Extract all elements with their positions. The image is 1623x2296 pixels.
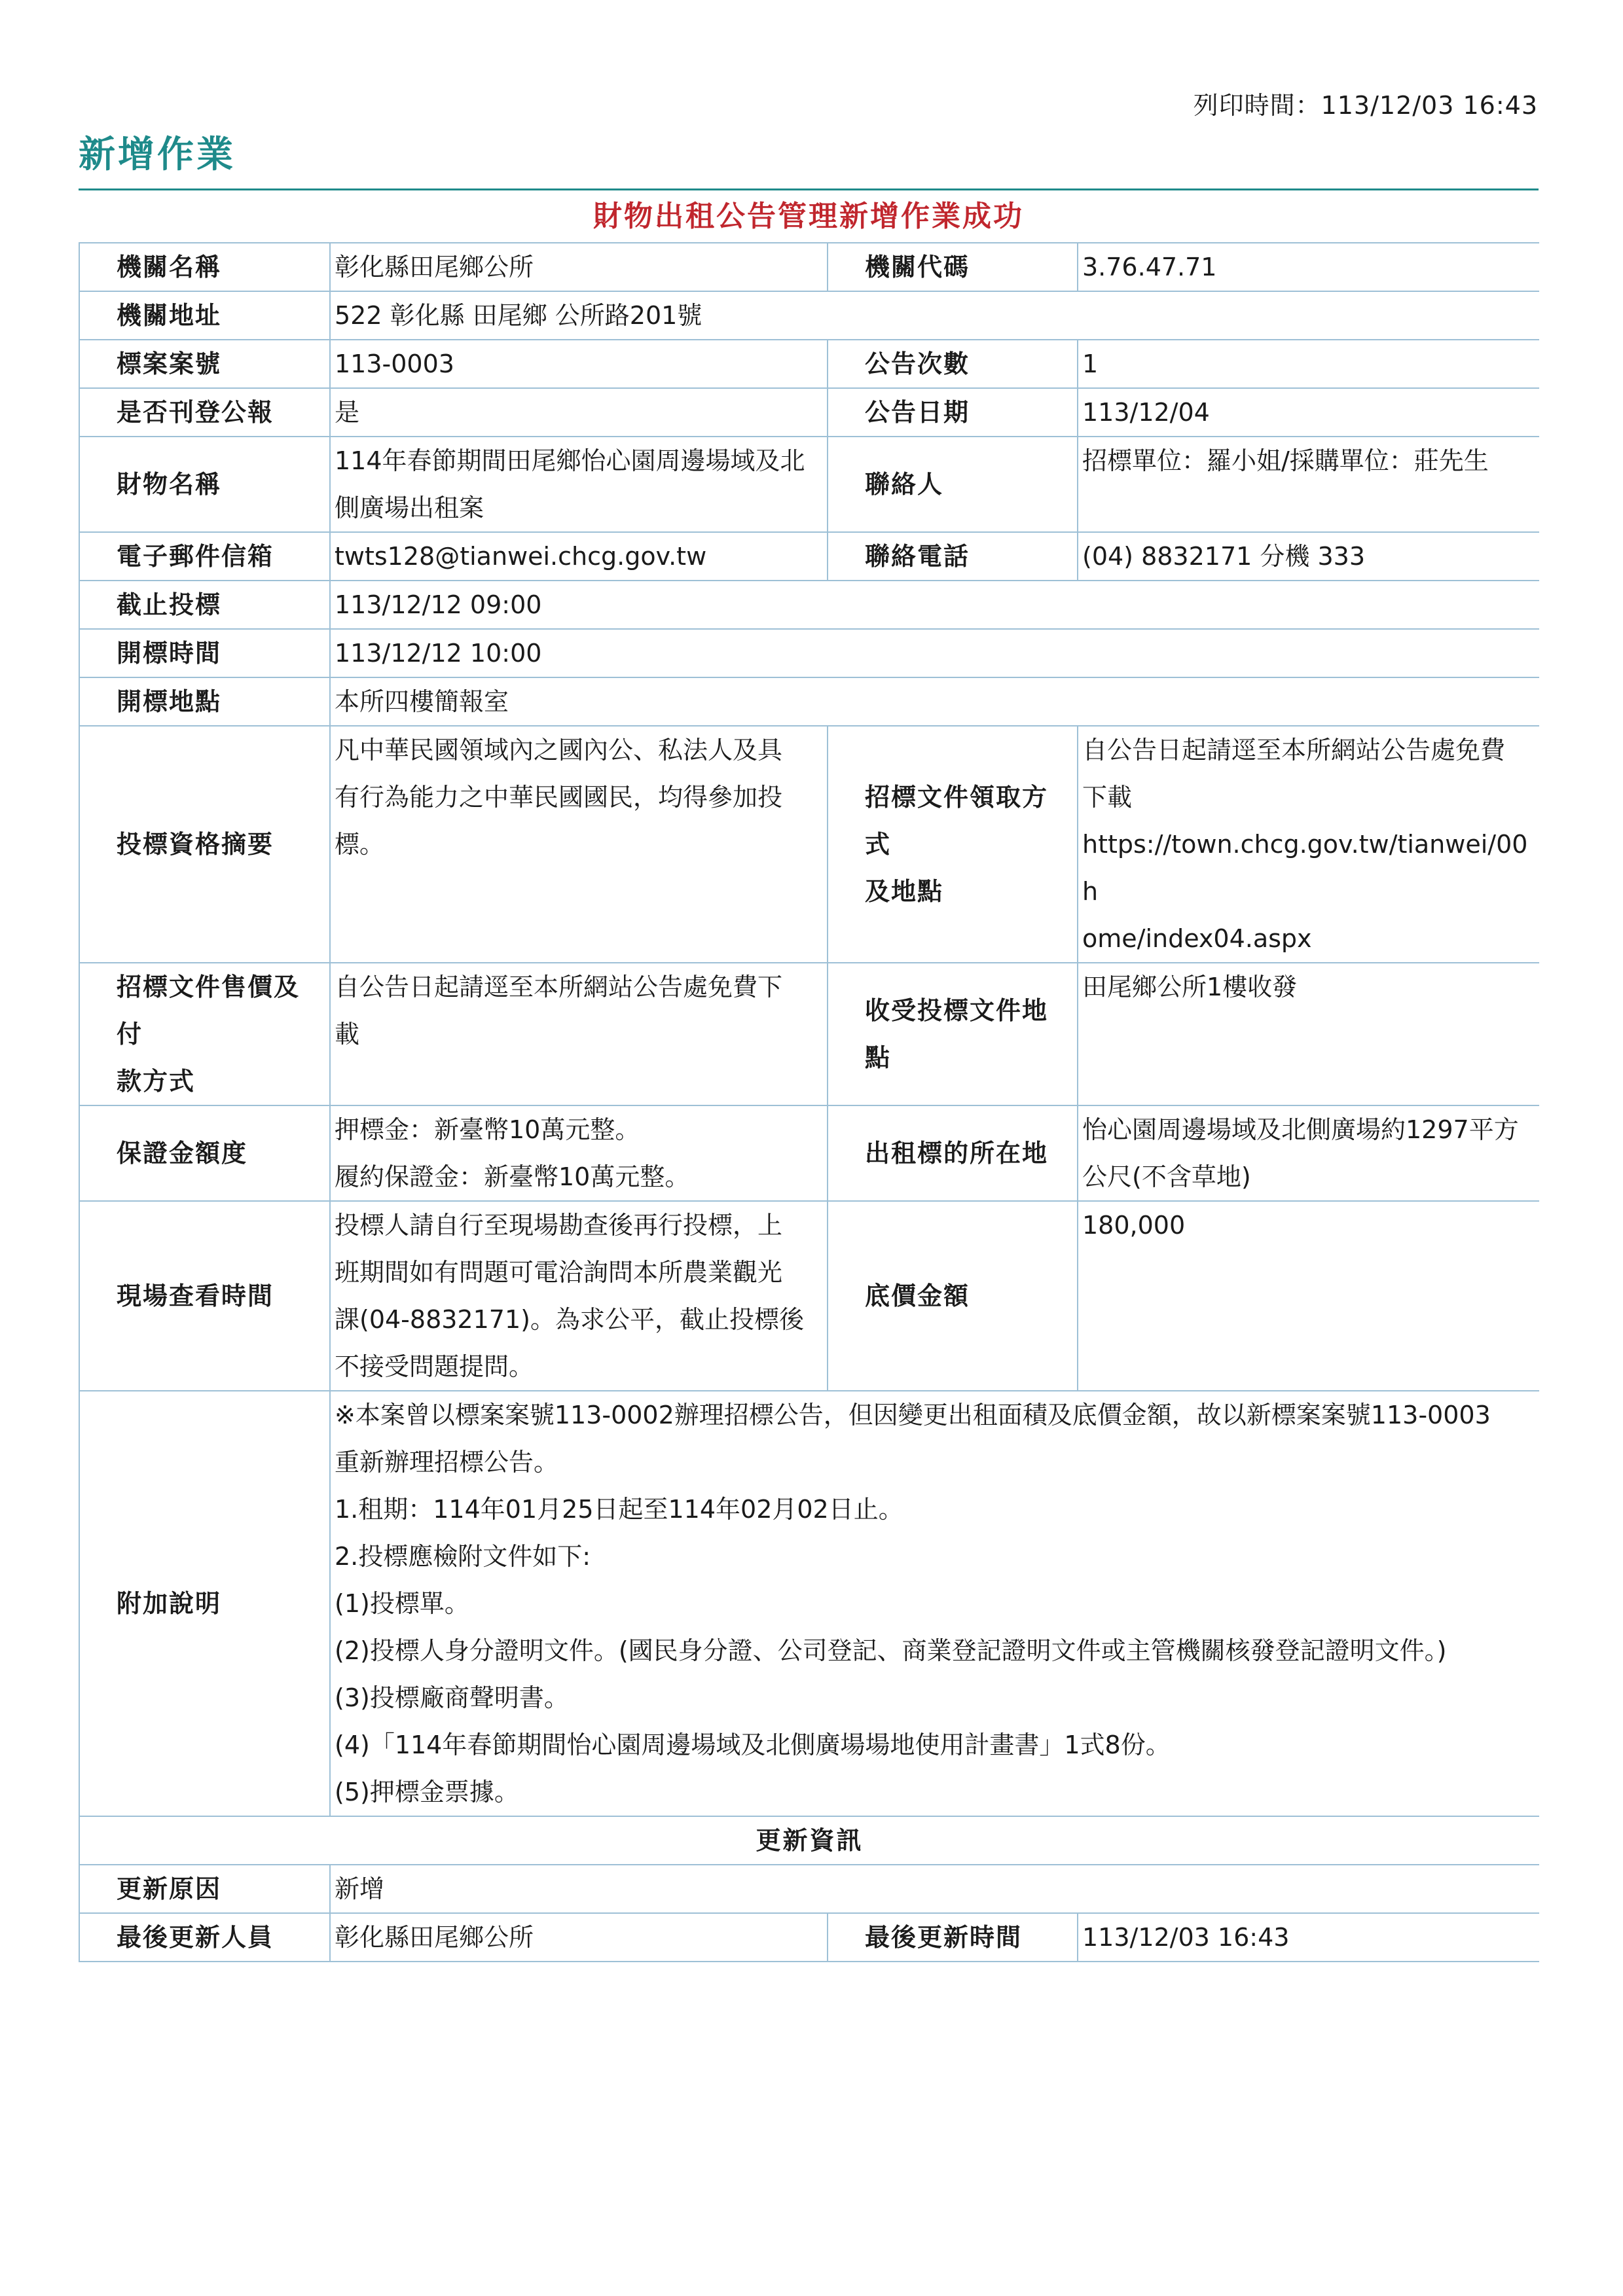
row-open-time: [79, 629, 1539, 677]
agency-code-label: 機關代碼: [828, 243, 1078, 291]
property-name-label: 財物名稱: [79, 437, 330, 532]
phone-value: (04) 8832171 分機 333: [1078, 532, 1539, 581]
property-name-value: [330, 437, 828, 532]
agency-address-label: 機關地址: [79, 291, 330, 340]
row-agency: [79, 243, 1539, 291]
row-property: [79, 437, 1539, 532]
doc-price-line: 載: [335, 1020, 360, 1049]
notes-line: (3)投標廠商聲明書。: [335, 1683, 569, 1712]
notes-line: ※本案曾以標案案號113-0002辦理招標公告，但因變更出租面積及底價金額，故以新標案案號113-0003: [335, 1401, 1491, 1429]
location-label: 出租標的所在地: [828, 1105, 1078, 1201]
qualification-line: 有行為能力之中華民國國民，均得參加投: [335, 783, 783, 812]
location-value: [1078, 1105, 1539, 1201]
row-update-title: [79, 1816, 1539, 1865]
bid-deadline-value: 113/12/12 09:00: [330, 581, 1539, 629]
row-address: [79, 291, 1539, 340]
doc-method-label-line: 招標文件領取方式: [865, 783, 1049, 859]
case-no-value: 113-0003: [330, 340, 828, 388]
agency-name-label: 機關名稱: [79, 243, 330, 291]
receive-place-label: 收受投標文件地點: [828, 963, 1078, 1105]
qualification-label: 投標資格摘要: [79, 726, 330, 963]
site-visit-line: 班期間如有問題可電洽詢問本所農業觀光: [335, 1258, 783, 1287]
doc-method-value: [1078, 726, 1539, 963]
row-site-visit: [79, 1201, 1539, 1391]
row-qualification: [79, 726, 1539, 963]
announce-count-label: 公告次數: [828, 340, 1078, 388]
notes-line: (1)投標單。: [335, 1589, 469, 1618]
notes-line: (5)押標金票據。: [335, 1778, 519, 1806]
page-heading: 新增作業: [79, 126, 1539, 190]
property-name-line: 側廣場出租案: [335, 493, 484, 522]
email-value: twts128@tianwei.chcg.gov.tw: [330, 532, 828, 581]
announce-date-label: 公告日期: [828, 388, 1078, 437]
case-no-label: 標案案號: [79, 340, 330, 388]
print-time: 列印時間：113/12/03 16:43: [1193, 91, 1538, 120]
updater-value: 彰化縣田尾鄉公所: [330, 1913, 828, 1962]
bid-deadline-label: 截止投標: [79, 581, 330, 629]
row-last-update: [79, 1913, 1539, 1962]
contact-value: 招標單位：羅小姐/採購單位：莊先生: [1078, 437, 1539, 532]
open-place-label: 開標地點: [79, 677, 330, 726]
floor-price-label: 底價金額: [828, 1201, 1078, 1391]
deposit-label: 保證金額度: [79, 1105, 330, 1201]
deposit-line: 押標金：新臺幣10萬元整。: [335, 1115, 640, 1144]
row-doc-price: [79, 963, 1539, 1105]
qualification-value: [330, 726, 828, 963]
deposit-line: 履約保證金：新臺幣10萬元整。: [335, 1162, 690, 1191]
property-name-line: 114年春節期間田尾鄉怡心園周邊場域及北: [335, 446, 805, 475]
notes-line: 2.投標應檢附文件如下:: [335, 1542, 591, 1571]
doc-method-line: https://town.chcg.gov.tw/tianwei/00h: [1082, 830, 1528, 906]
doc-price-label: [79, 963, 330, 1105]
contact-label: 聯絡人: [828, 437, 1078, 532]
row-case: [79, 340, 1539, 388]
doc-method-line: ome/index04.aspx: [1082, 924, 1312, 953]
row-open-place: [79, 677, 1539, 726]
email-label: 電子郵件信箱: [79, 532, 330, 581]
notes-line: 1.租期：114年01月25日起至114年02月02日止。: [335, 1495, 903, 1524]
announcement-table: [79, 242, 1539, 1962]
row-deadline: [79, 581, 1539, 629]
agency-code-value: 3.76.47.71: [1078, 243, 1539, 291]
doc-method-line: 下載: [1082, 783, 1133, 812]
row-deposit: [79, 1105, 1539, 1201]
doc-price-label-line: 招標文件售價及付: [117, 973, 301, 1049]
site-visit-label: 現場查看時間: [79, 1201, 330, 1391]
update-reason-label: 更新原因: [79, 1865, 330, 1913]
agency-name-value: 彰化縣田尾鄉公所: [330, 243, 828, 291]
gazette-label: 是否刊登公報: [79, 388, 330, 437]
receive-place-value: 田尾鄉公所1樓收發: [1078, 963, 1539, 1105]
location-line: 怡心園周邊場域及北側廣場約1297平方: [1082, 1115, 1519, 1144]
row-gazette: [79, 388, 1539, 437]
site-visit-line: 不接受問題提問。: [335, 1352, 534, 1381]
row-email: [79, 532, 1539, 581]
report: [79, 191, 1539, 1962]
announce-count-value: 1: [1078, 340, 1539, 388]
gazette-value: 是: [330, 388, 828, 437]
notes-label: 附加說明: [79, 1391, 330, 1816]
notes-line: 重新辦理招標公告。: [335, 1448, 559, 1477]
open-time-label: 開標時間: [79, 629, 330, 677]
site-visit-line: 投標人請自行至現場勘查後再行投標，上: [335, 1211, 783, 1240]
doc-method-line: 自公告日起請逕至本所網站公告處免費: [1082, 736, 1506, 764]
update-time-label: 最後更新時間: [828, 1913, 1078, 1962]
row-notes: [79, 1391, 1539, 1816]
qualification-line: 標。: [335, 830, 385, 859]
site-visit-line: 課(04-8832171)。為求公平，截止投標後: [335, 1305, 804, 1334]
doc-price-value: [330, 963, 828, 1105]
open-place-value: 本所四樓簡報室: [330, 677, 1539, 726]
agency-address-value: 522 彰化縣 田尾鄉 公所路201號: [330, 291, 1539, 340]
qualification-line: 凡中華民國領域內之國內公、私法人及具: [335, 736, 783, 764]
updater-label: 最後更新人員: [79, 1913, 330, 1962]
notes-line: (4)「114年春節期間怡心園周邊場域及北側廣場場地使用計畫書」1式8份。: [335, 1731, 1171, 1759]
doc-method-label: [828, 726, 1078, 963]
floor-price-value: 180,000: [1078, 1201, 1539, 1391]
notes-line: (2)投標人身分證明文件。(國民身分證、公司登記、商業登記證明文件或主管機關核發登記證明文件。): [335, 1636, 1447, 1665]
report-title: 財物出租公告管理新增作業成功: [593, 200, 1024, 233]
update-reason-value: 新增: [330, 1865, 1539, 1913]
row-update-reason: [79, 1865, 1539, 1913]
doc-price-label-line: 款方式: [117, 1067, 196, 1096]
open-time-value: 113/12/12 10:00: [330, 629, 1539, 677]
doc-method-label-line: 及地點: [865, 877, 944, 906]
site-visit-value: [330, 1201, 828, 1391]
phone-label: 聯絡電話: [828, 532, 1078, 581]
announce-date-value: 113/12/04: [1078, 388, 1539, 437]
notes-value: [330, 1391, 1539, 1816]
deposit-value: [330, 1105, 828, 1201]
doc-price-line: 自公告日起請逕至本所網站公告處免費下: [335, 973, 783, 1001]
location-line: 公尺(不含草地): [1082, 1162, 1251, 1191]
update-section-title: 更新資訊: [79, 1816, 1539, 1865]
update-time-value: 113/12/03 16:43: [1078, 1913, 1539, 1962]
